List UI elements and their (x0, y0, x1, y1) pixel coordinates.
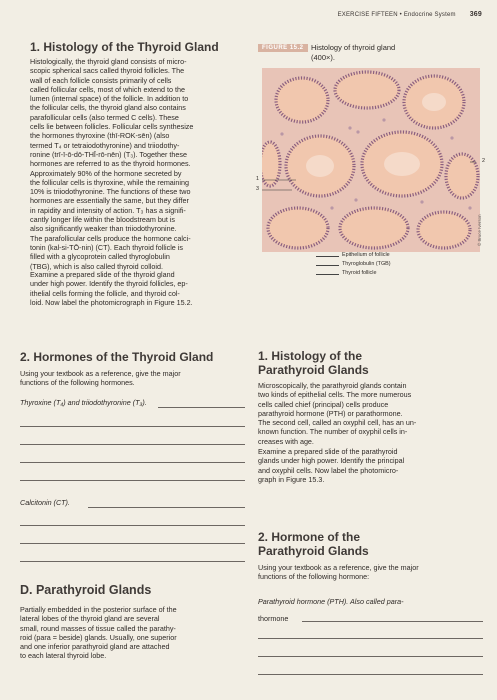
page-number: 369 (469, 11, 482, 18)
text-line: tonin (kal-si-TŌ-nin) (CT). Each thyroid follicle is (30, 242, 183, 252)
section-heading-parathyroid-hormone (258, 530, 483, 558)
answer-line[interactable] (302, 621, 483, 622)
parathyroid-slide-instructions (258, 447, 483, 484)
text-line: cantly longer life within the bloodstream but is (30, 215, 176, 225)
text-line: Microscopically, the parathyroid glands contain (258, 381, 407, 390)
photo-credit-text: © Bruce Iverson (477, 214, 482, 246)
figure-label: FIGURE 15.2 (258, 44, 308, 52)
text-line: under high power. Identify the thyroid follicles, ep- (30, 279, 188, 289)
heading-line: Parathyroid Glands (258, 544, 369, 558)
text-line: (TBG), which is also called thyroid colloid. (30, 261, 164, 271)
callout-number: 3 (256, 186, 259, 192)
answer-line[interactable] (158, 407, 245, 408)
answer-line[interactable] (20, 525, 245, 526)
leader-line (316, 274, 339, 275)
field-label-line: thormone (258, 614, 289, 623)
answer-line[interactable] (20, 480, 245, 481)
answer-line[interactable] (258, 656, 483, 657)
thyroid-hormones-intro (20, 369, 245, 388)
field-label-line: Parathyroid hormone (PTH). Also called para- (258, 597, 404, 606)
text-line: ithelial cells forming the follicle, and thyroid col- (30, 288, 180, 298)
parathyroid-hormone-intro (258, 563, 483, 582)
text-line: lateral lobes of the thyroid gland are several (20, 614, 160, 624)
field-label-calcitonin: Calcitonin (CT). (20, 498, 70, 507)
running-head-text: EXERCISE FIFTEEN • Endocrine System (337, 12, 456, 18)
text-line: termed T₄ or tetraiodothyronine) and triiodothy- (30, 140, 180, 150)
text-line: the follicular cells is thyroxine, while the remaining (30, 177, 189, 187)
figure-title-line: Histology of thyroid gland (311, 43, 396, 52)
answer-line[interactable] (258, 674, 483, 675)
text-line: cells called chief (principal) cells produce (258, 399, 389, 409)
answer-line[interactable] (20, 543, 245, 544)
section-heading-parathyroid-histology (258, 349, 483, 377)
answer-line[interactable] (88, 507, 245, 508)
text-line: parafollicular cells (also termed C cells). These (30, 112, 179, 122)
running-head (252, 11, 482, 18)
intro-line: Using your textbook as a reference, give the major (20, 369, 181, 378)
parathyroid-glands-paragraph (20, 605, 245, 661)
text-line: scopic spherical sacs called thyroid follicles. The (30, 66, 185, 76)
answer-line[interactable] (20, 426, 245, 427)
text-line: parathyroid hormone (PTH) or parathormone. (258, 408, 403, 418)
thyroid-slide-instructions (30, 270, 244, 307)
leader-line (316, 265, 339, 266)
figure-label-item: Thyroglobulin (TGB) (342, 261, 391, 267)
text-line: called follicular cells, most of which extend to the (30, 84, 186, 94)
answer-line[interactable] (20, 462, 245, 463)
text-line: in rapidity and intensity of action. T₃ has a signifi- (30, 205, 186, 215)
answer-line[interactable] (20, 444, 245, 445)
text-line: known function. The number of oxyphil cells in- (258, 427, 408, 437)
text-line: Examine a prepared slide of the parathyroid (258, 447, 398, 456)
callout-number: 1 (256, 176, 259, 182)
text-line: small, round masses of tissue called the parathy- (20, 623, 176, 633)
text-line: The parafollicular cells produce the hormone calci- (30, 233, 191, 243)
figure-title-line: (400×). (311, 53, 335, 62)
text-line: glands under high power. Identify the principal (258, 456, 405, 466)
text-line: and oxyphil cells. Now label the photomicro- (258, 465, 399, 475)
field-label-thyroxine: Thyroxine (T₄) and triiodothyronine (T₃). (20, 398, 147, 407)
text-line: creases with age. (258, 436, 314, 446)
thyroid-photomicrograph (262, 68, 480, 252)
text-line: the hormones thyroxine (thī-ROK-sēn) (also (30, 131, 170, 141)
heading-line: Parathyroid Glands (258, 363, 369, 377)
text-line: the follicular cells, the thyroid gland also contains (30, 103, 186, 113)
text-line: Examine a prepared slide of the thyroid gland (30, 270, 175, 279)
text-line: Approximately 90% of the hormone secreted by (30, 168, 182, 178)
intro-line: functions of the following hormones. (20, 378, 135, 388)
leader-line (316, 256, 339, 257)
text-line: Histologically, the thyroid gland consists of micro- (30, 57, 187, 66)
text-line: filled with a glycoprotein called thyroglobulin (30, 252, 170, 262)
section-heading-parathyroid-glands: D. Parathyroid Glands (20, 583, 152, 597)
text-line: Partially embedded in the posterior surface of the (20, 605, 177, 614)
text-line: The second cell, called an oxyphil cell, has an un- (258, 418, 417, 428)
text-line: 10% is triiodothyronine. The functions of these two (30, 187, 191, 197)
intro-line: Using your textbook as a reference, give the major (258, 563, 419, 572)
section-heading-thyroid-hormones: 2. Hormones of the Thyroid Gland (20, 350, 214, 364)
heading-line: 1. Histology of the (258, 349, 363, 363)
text-line: ronine (trī-ī-ō-dō-THĪ-rō-nēn) (T₃). Together these (30, 149, 187, 159)
text-line: to each lateral thyroid lobe. (20, 651, 107, 661)
callout-number: 2 (482, 158, 485, 164)
text-line: hormones are referred to as the thyroid hormones. (30, 159, 191, 169)
text-line: and one inferior parathyroid gland are attached (20, 642, 170, 652)
section-heading-thyroid-histology: 1. Histology of the Thyroid Gland (30, 40, 219, 54)
text-line: also significantly weaker than triiodothyronine. (30, 224, 177, 234)
text-line: hormones are essentially the same, but they differ (30, 196, 189, 206)
text-line: loid. Now label the photomicrograph in Figure 15.2. (30, 297, 193, 307)
heading-line: 2. Hormone of the (258, 530, 361, 544)
text-line: wall of each follicle consists primarily of cells (30, 75, 172, 85)
photo-credit (476, 216, 482, 246)
parathyroid-histology-paragraph (258, 381, 483, 446)
text-line: two kinds of epithelial cells. The more numerous (258, 390, 412, 400)
answer-line[interactable] (258, 638, 483, 639)
figure-label-item: Thyroid follicle (342, 270, 377, 276)
text-line: lumen (internal space) of the follicle. In addition to (30, 94, 189, 104)
text-line: cells lie between follicles. Follicular cells synthesize (30, 122, 194, 132)
figure-title (311, 43, 451, 63)
text-line: roid (para = beside) glands. Usually, one superior (20, 632, 177, 642)
thyroid-histology-paragraph (30, 57, 244, 271)
figure-label-item: Epithelium of follicle (342, 252, 390, 258)
text-line: graph in Figure 15.3. (258, 474, 325, 484)
intro-line: functions of the following hormone: (258, 572, 370, 582)
answer-line[interactable] (20, 561, 245, 562)
